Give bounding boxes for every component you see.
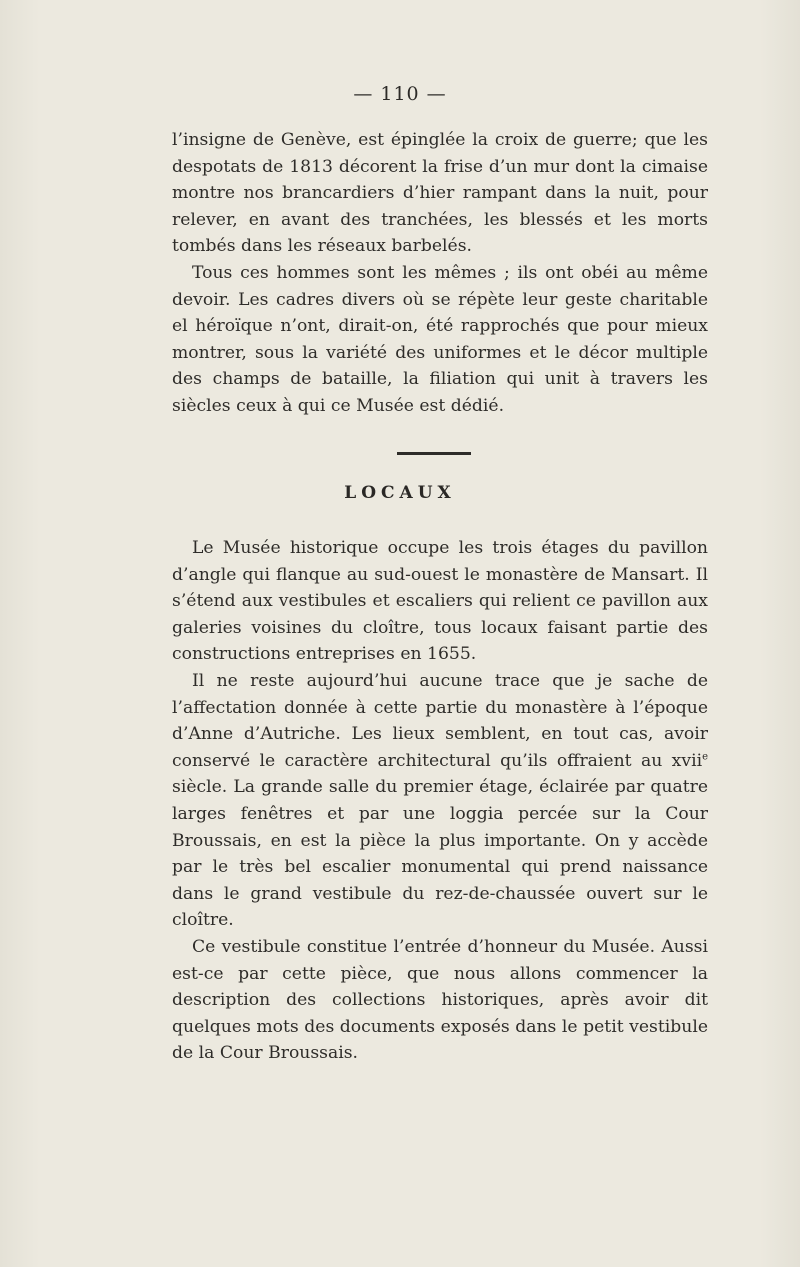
paragraph-locaux-2-part-2: siècle. La grande salle du premier étage, éclairée par quatre larges fenêtres et par une loggia percée sur la Cour Broussais, en est la pièce la plus importante. On y accède par le très bel escalier monumental qui prend naissance dans le grand vestibule du rez-de-chaussée ouvert sur le cloître. (172, 777, 708, 931)
paragraph-locaux-2-part-1: Il ne reste aujourd’hui aucune trace que je sache de l’affectation donnée à cette partie du monastère à l’époque d’Anne d’Autriche. Les lieux semblent, en tout cas, avoir conservé le caractère architectural qu’ils offraient au xvii (172, 670, 708, 771)
section-text (172, 535, 708, 1067)
paragraph-locaux-3: Ce vestibule constitue l’entrée d’honneur du Musée. Aussi est-ce par cette pièce, que nous allons commencer la description des collections historiques, après avoir dit quelques mots des documents exposés dans le petit vestibule de la Cour Broussais. (172, 936, 708, 1064)
century-superscript: e (702, 751, 708, 763)
section-divider (397, 452, 471, 455)
paragraph-continuation-2: Tous ces hommes sont les mêmes ; ils ont obéi au même devoir. Les cadres divers où se répète leur geste charitable el héroïque n’ont, dirait-on, été rapprochés que pour mieux montrer, sous la variété des uniformes et le décor multiple des champs de bataille, la filiation qui unit à travers les siècles ceux à qui ce Musée est dédié. (172, 262, 708, 416)
page-number: — 110 — (353, 83, 447, 105)
continuation-text (172, 127, 708, 420)
section-title: LOCAUX (344, 483, 456, 503)
paragraph-locaux-1: Le Musée historique occupe les trois étages du pavillon d’angle qui flanque au sud-ouest le monastère de Mansart. Il s’étend aux vestibules et escaliers qui relient ce pavillon aux galeries voisines du cloître, tous locaux faisant partie des constructions entreprises en 1655. (172, 538, 708, 665)
paragraph-locaux-2 (172, 668, 708, 934)
paragraph-continuation-1: l’insigne de Genève, est épinglée la croix de guerre; que les despotats de 1813 décorent la frise d’un mur dont la cimaise montre nos brancardiers d’hier rampant dans la nuit, pour relever, en avant des tranchées, les blessés et les morts tombés dans les réseaux barbelés. (172, 130, 708, 257)
